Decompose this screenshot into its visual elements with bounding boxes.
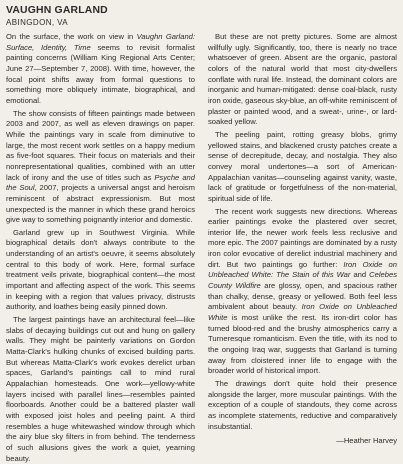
italic-title: Celebes County Wildfire xyxy=(208,270,397,291)
text-run: seems to revisit formalist painting concerns (William King Regional Arts Center; June 27—September 7, 2008). With time, however, the focal point shifts away from formal questions to something more obliquely intimate, biographical, and emotional. xyxy=(6,42,195,105)
text-run: are glossy, open, and spacious rather than chalky, dense, greasy or yellowed. Both feel less ambivalent about beauty. xyxy=(208,281,397,312)
text-run: The peeling paint, rotting greasy blobs, grimy yellowed stains, and blackened crusty patches create a sense of decrepitude, decay, and nostalgia. They also convey moral undertones—a sort of American-Appalachian vanitas—counseling against vanity, waste, lack of gratitude or forgetfulness of the non-material, spiritual side of life. xyxy=(208,129,397,203)
text-run: The drawings don't quite hold their presence alongside the larger, more muscular paintings. With the exception of a couple of standouts, they come across as incomplete statements, reductive and comparatively insubstantial. xyxy=(208,379,397,431)
artist-location: ABINGDON, VA xyxy=(6,18,68,27)
paragraph xyxy=(6,32,195,107)
text-run: On the surface, the work on view in xyxy=(6,32,137,41)
text-run: Garland grew up in Southwest Virginia. While biographical details don't always contribute to the understanding of an artist's oeuvre, it seems absolutely central to this body of work. Here, formal surface treatment veils private, biographical content—the most important and affecting aspect of the work. This seems in keeping with a region that values privacy, distrusts authority, and loathes being easily pinned down. xyxy=(6,227,195,312)
author-signature: —Heather Harvey xyxy=(336,436,397,446)
paragraph xyxy=(208,130,397,205)
italic-title: Iron Oxide on Unbleached White: The Stain of this War xyxy=(208,259,398,280)
article-columns xyxy=(6,32,397,464)
paragraph xyxy=(6,228,195,313)
paragraph xyxy=(208,32,397,128)
paragraph xyxy=(6,109,195,226)
text-run: The largest paintings have an architectural feel—like slabs of decaying buildings cut out and hung on gallery walls. They might be painterly variations on Gordon Matta-Clark's hulking chunks of excised building parts. But whereas Matta-Clark's work evokes derelict urban spaces, Garland's paintings call to mind rural Appalachian homesteads. One work—yellowy-white layers incised with parallel lines—resembles painted floorboards. Another could be a battered plaster wall with exposed joist holes and peeling paint. A third resembles a huge whitewashed window through which the airy blue sky filters in from behind. The tenderness of such allusions gives the work a quiet, yearning beauty. xyxy=(6,315,195,463)
artist-name: VAUGHN GARLAND xyxy=(6,5,108,16)
paragraph xyxy=(6,315,195,464)
text-run: But these are not pretty pictures. Some are almost willfully ugly. Significantly, too, there is nearly no trace whatsoever of green. Absent are the organic, pastoral colors of the natural world that most city-dwellers conflate with rural life. Instead, the dominant colors are inorganic and human-mitigated: dense coal-black, rusty iron oxide, gaseous sky-blue, an off-white reminiscent of plaster or painted wood, and a sweat-, urine-, or lard-soaked yellow. xyxy=(208,32,397,127)
italic-title: Vaughn Garland: Surface, Identity, Time xyxy=(6,32,195,52)
right-column xyxy=(208,32,397,464)
paragraph xyxy=(208,207,397,378)
left-column xyxy=(6,32,195,464)
italic-title: Psyche and the Soul xyxy=(6,172,196,193)
paragraph xyxy=(208,379,397,432)
italic-title: Iron Oxide on Unbleached White xyxy=(208,302,398,323)
text-run: and xyxy=(350,270,370,280)
text-run: , 2007, projects a universal angst and heroism reminiscent of abstract expressionism. But most unexpected is the manner in which these grand heroics give way to something poignantly interior and domestic. xyxy=(6,183,195,225)
text-run: The recent work suggests new directions. Whereas earlier paintings evoke the plastered over secret, interior life, the newer work feels less reclusive and more epic. The 2007 paintings are dominated by a rusty iron color evocative of derelict industrial machinery and dirt. But two paintings go further: xyxy=(208,206,397,269)
text-run: The show consists of fifteen paintings made between 2003 and 2007, as well as eleven drawings on paper. While the paintings vary in scale from diminutive to large, the most recent work settles on a happy medium as five-foot squares. Their focus on materials and their nonrepresentational qualities, combined with an utter lack of irony and the use of titles such as xyxy=(6,108,195,182)
text-run: is most unlike the rest. Its iron-dirt color has turned blood-red and the brushy atmospherics carry a Turneresque romanticism. Even the title, with its nod to the ongoing Iraq war, suggests that Garland is turning away from cloistered inner life to engage with the broader world of historical import. xyxy=(208,313,397,376)
